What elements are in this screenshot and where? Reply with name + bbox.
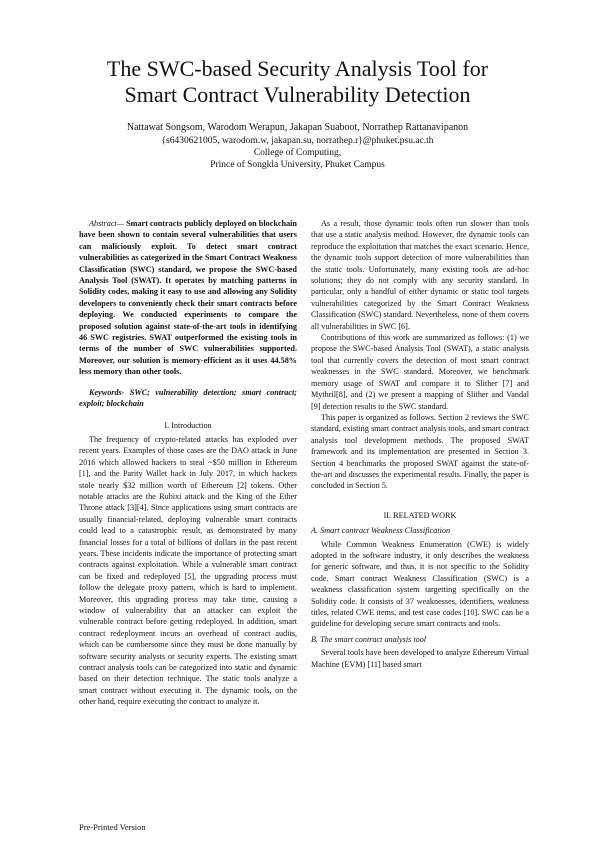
right-paragraph-2: Contributions of this work are summarized as follows: (1) we propose the SWC-based Analysis Tool (SWAT), a static analysis tool that currently covers the detection of most smart contract weaknesses in the SWC standard. Moreover, we benchmark memory usage of SWAT and compare it to Slither [7] and Mythril[8], and (2) we present a mapping of Slither and Vandal [9] detection results to the SWC standard. (311, 333, 529, 411)
keywords: Keywords- SWC; vulnerability detection; smart contract; exploit; blockchain (79, 387, 297, 409)
author-university: Prince of Songkla University, Phuket Campus (210, 160, 385, 170)
author-emails: {s6430621005, warodom.w, jakapan.su, norrathep.r}@phuket.psu.ac.th (161, 136, 434, 146)
page-footer: Pre-Printed Version (79, 822, 146, 832)
abstract-lead: Abstract— (89, 219, 125, 228)
intro-heading: I. Introduction (164, 420, 212, 430)
paper-title (60, 56, 535, 108)
subsection-b-paragraph: Several tools have been developed to analyze Ethereum Virtual Machine (EVM) [11] based smart (311, 648, 529, 669)
left-column (79, 218, 297, 708)
title-line-1: The SWC-based Security Analysis Tool for (106, 56, 489, 81)
right-paragraph-1: As a result, those dynamic tools often run slower than tools that use a static analysis method. However, the dynamic tools can reproduce the exploitation that matches the exact scenario. Hence, the dynamic tools support detection of more vulnerabilities than the static tools. Unfortunately, many existing tools are ad-hoc solutions; they do not comply with any security standard. In particular, only a handful of either dynamic or static tool targets vulnerabilities categorized by the Smart Contract Weakness Classification (SWC) standard. Nevertheless, none of them covers all vulnerabilities in SWC [6]. (311, 219, 529, 331)
abstract-body: Smart contracts publicly deployed on blockchain have been shown to contain several vulnerabilities that users can maliciously exploit. To detect smart contract vulnerabilities as categorized in the Smart Contract Weakness Classification (SWC) standard, we propose the SWC-based Analysis Tool (SWAT). It operates by matching patterns in Solidity codes, making it easy to use and allowing any Solidity developers to conveniently check their smart contracts before deploying. We conducted experiments to compare the proposed solution against state-of-the-art tools in identifying 46 SWC registries. SWAT outperformed the existing tools in terms of the number of SWC vulnerabilities supported. Moreover, our solution is memory-efficient as it uses 44.58% less memory than other tools. (79, 219, 297, 377)
title-line-2: Smart Contract Vulnerability Detection (124, 82, 471, 107)
subsection-a-heading: A. Smart contract Weakness Classification (311, 526, 451, 536)
intro-paragraph: The frequency of crypto-related attacks has exploded over recent years. Examples of those cases are the DAO attack in June 2016 which allowed hackers to steal ~$50 million in Ethereum [1], and the Parity Wallet hack in July 2017, in which hackers stole nearly $32 million worth of Ethereum [2] tokens. Other notable attacks are the Rubixi attack and the King of the Ether Throne attack [3][4]. Since applications using smart contracts are usually financial-related, deploying vulnerable smart contracts could lead to a catastrophic result, as demonstrated by many financial losses for a total of billions of dollars in the past recent years. These incidents indicate the importance of protecting smart contracts against exploitation. While a vulnerable smart contract can be fixed and redeployed [5], the upgrading process must follow the delegate proxy pattern, which is hard to implement. Moreover, this upgrading process may take time, causing a window of vulnerability that an attacker can exploit the vulnerable contract before getting redeployed. In addition, smart contract redeployment incurs an overhead of contract audits, which can be cumbersome since they must be done manually by software security analysts or security experts. The existing smart contract analysis tools can be categorized into static and dynamic based on their detection technique. The static tools analyze a smart contract without executing it. The dynamic tools, on the other hand, require executing the contract to analyze it. (79, 434, 297, 707)
right-paragraph-3: This paper is organized as follows. Section 2 reviews the SWC standard, existing smart contract analysis tools, and smart contract analysis tool development methods. The proposed SWAT framework and its implementation are presented in Section 3. Section 4 benchmarks the proposed SWAT against the state-of-the-art and discusses the experimental results. Finally, the paper is concluded in Section 5. (311, 412, 529, 491)
author-block (60, 122, 535, 171)
related-work-heading: II. RELATED WORK (383, 510, 457, 520)
author-names: Nattawat Songsom, Warodom Werapun, Jakapan Suaboot, Norrathep Rattanavipanon (126, 122, 469, 133)
right-column (311, 218, 529, 670)
abstract (79, 218, 297, 378)
subsection-b-heading: B. The smart contract analysis tool (311, 634, 427, 644)
author-department: College of Computing, (253, 148, 342, 158)
subsection-a-paragraph: While Common Weakness Enumeration (CWE) is widely adopted in the software industry, it only describes the weakness for generic software, and thus, it is not specific to the Solidity code. Smart contract Weakness Classification (SWC) is a weakness classification system targetting specifically on the Solidity code. It consists of 37 weaknesses, identifiers, weakness titles, related CWE items, and test case codes [10]. SWC can be a guideline for developing secure smart contracts and tools. (311, 539, 529, 629)
